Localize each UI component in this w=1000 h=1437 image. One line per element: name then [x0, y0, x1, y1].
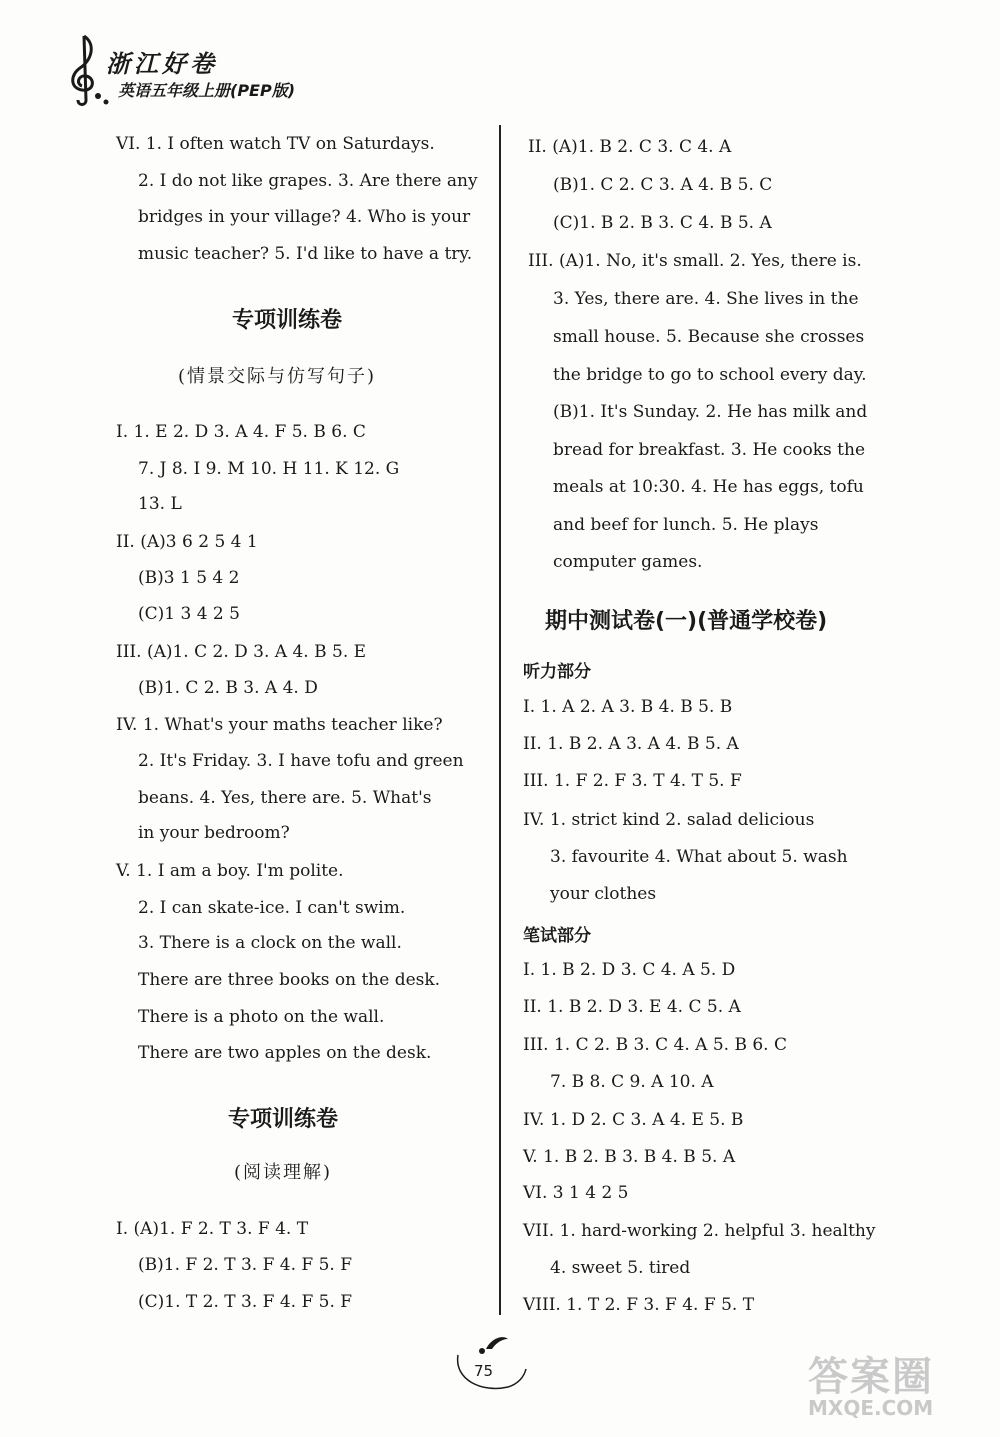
answer-line: 7. J 8. I 9. M 10. H 11. K 12. G — [138, 459, 400, 479]
answer-line: I. (A)1. F 2. T 3. F 4. T — [116, 1219, 309, 1239]
answer-line: and beef for lunch. 5. He plays — [553, 515, 819, 535]
answer-line: There are two apples on the desk. — [138, 1043, 432, 1063]
answer-line: 3. Yes, there are. 4. She lives in the — [553, 289, 859, 309]
answer-line: small house. 5. Because she crosses — [553, 327, 865, 347]
answer-line: 3. favourite 4. What about 5. wash — [550, 847, 848, 867]
answer-line: 13. L — [138, 494, 182, 514]
answer-line: IV. 1. D 2. C 3. A 4. E 5. B — [523, 1110, 744, 1130]
answer-line: VI. 1. I often watch TV on Saturdays. — [116, 134, 435, 154]
section-subtitle: (阅读理解) — [234, 1162, 333, 1183]
column-divider — [499, 125, 501, 1315]
answer-line: VIII. 1. T 2. F 3. F 4. F 5. T — [523, 1295, 755, 1315]
answer-line: VII. 1. hard-working 2. helpful 3. healthy — [523, 1221, 876, 1241]
answer-line: (B)1. F 2. T 3. F 4. F 5. F — [138, 1255, 353, 1275]
answer-line: III. (A)1. No, it's small. 2. Yes, there is. — [528, 251, 862, 271]
answer-line: II. 1. B 2. D 3. E 4. C 5. A — [523, 997, 741, 1017]
answer-line: 2. I can skate-ice. I can't swim. — [138, 898, 406, 918]
answer-line: bread for breakfast. 3. He cooks the — [553, 440, 866, 460]
answer-line: (C)1. B 2. B 3. C 4. B 5. A — [553, 213, 772, 233]
answer-line: in your bedroom? — [138, 823, 290, 843]
answer-line: 3. There is a clock on the wall. — [138, 933, 402, 953]
answer-line: V. 1. I am a boy. I'm polite. — [116, 861, 344, 881]
answer-line: IV. 1. What's your maths teacher like? — [116, 715, 443, 735]
answer-line: (B)3 1 5 4 2 — [138, 568, 240, 588]
answer-line: 2. I do not like grapes. 3. Are there any — [138, 171, 478, 191]
part-heading: 笔试部分 — [523, 926, 591, 946]
answer-line: II. 1. B 2. A 3. A 4. B 5. A — [523, 734, 739, 754]
section-subtitle: (情景交际与仿写句子) — [178, 366, 377, 387]
section-title: 专项训练卷 — [232, 308, 343, 333]
watermark-title: 答案圈 — [808, 1354, 934, 1400]
book-subtitle: 英语五年级上册(PEP版) — [118, 81, 296, 100]
answer-line: 2. It's Friday. 3. I have tofu and green — [138, 751, 464, 771]
answer-line: computer games. — [553, 552, 703, 572]
part-heading: 听力部分 — [523, 662, 591, 682]
section-title: 期中测试卷(一)(普通学校卷) — [545, 609, 828, 634]
answer-line: (B)1. It's Sunday. 2. He has milk and — [553, 402, 868, 422]
watermark — [808, 1345, 934, 1420]
answer-line: I. 1. B 2. D 3. C 4. A 5. D — [523, 960, 736, 980]
answer-line: your clothes — [550, 884, 657, 904]
answer-line: (B)1. C 2. C 3. A 4. B 5. C — [553, 175, 773, 195]
watermark-url: MXQE.COM — [808, 1396, 934, 1420]
answer-line: music teacher? 5. I'd like to have a try. — [138, 244, 473, 264]
answer-line: There is a photo on the wall. — [138, 1007, 385, 1027]
answer-line: II. (A)3 6 2 5 4 1 — [116, 532, 258, 552]
page-number-ornament — [452, 1325, 532, 1395]
answer-line: bridges in your village? 4. Who is your — [138, 207, 471, 227]
answer-line: 7. B 8. C 9. A 10. A — [550, 1072, 714, 1092]
answer-line: V. 1. B 2. B 3. B 4. B 5. A — [523, 1147, 736, 1167]
answer-line: the bridge to go to school every day. — [553, 365, 867, 385]
page-header — [62, 30, 382, 110]
answer-line: There are three books on the desk. — [138, 970, 441, 990]
answer-line: III. (A)1. C 2. D 3. A 4. B 5. E — [116, 642, 367, 662]
treble-clef-icon — [62, 30, 112, 110]
answer-line: II. (A)1. B 2. C 3. C 4. A — [528, 137, 732, 157]
answer-line: I. 1. E 2. D 3. A 4. F 5. B 6. C — [116, 422, 366, 442]
answer-line: (C)1. T 2. T 3. F 4. F 5. F — [138, 1292, 353, 1312]
answer-line: meals at 10:30. 4. He has eggs, tofu — [553, 477, 864, 497]
answer-line: 4. sweet 5. tired — [550, 1258, 691, 1278]
answer-line: III. 1. F 2. F 3. T 4. T 5. F — [523, 771, 742, 791]
brand-title: 浙江好卷 — [106, 50, 218, 78]
section-title: 专项训练卷 — [228, 1107, 339, 1132]
answer-line: I. 1. A 2. A 3. B 4. B 5. B — [523, 697, 733, 717]
answer-line: beans. 4. Yes, there are. 5. What's — [138, 788, 432, 808]
answer-line: IV. 1. strict kind 2. salad delicious — [523, 810, 815, 830]
answer-line: VI. 3 1 4 2 5 — [523, 1183, 629, 1203]
page-number: 75 — [474, 1362, 494, 1380]
answer-line: (C)1 3 4 2 5 — [138, 604, 240, 624]
answer-line: III. 1. C 2. B 3. C 4. A 5. B 6. C — [523, 1035, 787, 1055]
answer-line: (B)1. C 2. B 3. A 4. D — [138, 678, 318, 698]
